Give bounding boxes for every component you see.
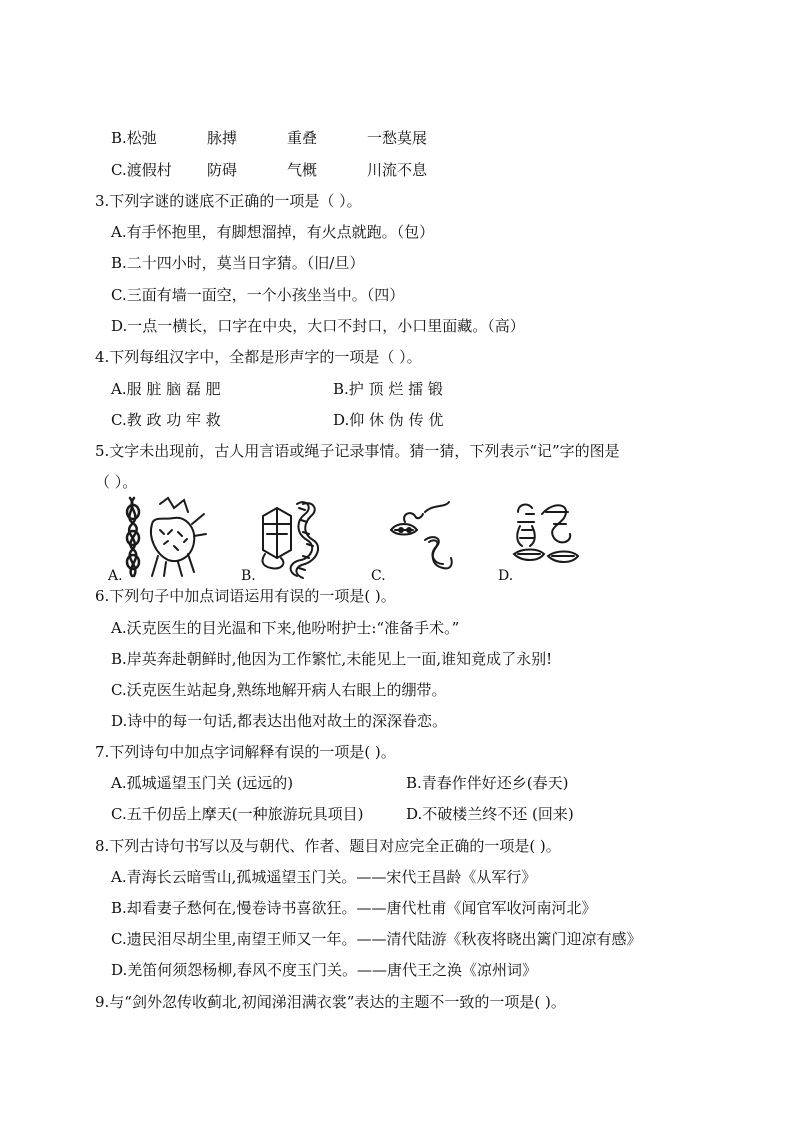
q2-b-2: 脉搏 bbox=[207, 129, 238, 147]
q5-pictographs bbox=[108, 494, 608, 584]
q5-stem-cont: （ ）。 bbox=[95, 473, 138, 491]
q2-b-1: B.松弛 bbox=[111, 129, 157, 147]
mouth-rope-icon bbox=[498, 494, 608, 580]
q3-option-a: A.有手怀抱里，有脚想溜掉，有火点就跑。（包） bbox=[111, 223, 435, 241]
q4-stem: 4.下列每组汉字中，全都是形声字的一项是（ ）。 bbox=[95, 348, 422, 366]
q8-option-d: D.羌笛何须怨杨柳,春风不度玉门关。——唐代王之涣《凉州词》 bbox=[111, 961, 538, 979]
q5-picture-c bbox=[371, 494, 481, 584]
q4-option-d: D.仰 休 伪 传 优 bbox=[333, 411, 444, 429]
q2-c-4: 川流不息 bbox=[367, 161, 428, 179]
q6-stem: 6.下列句子中加点词语运用有误的一项是( )。 bbox=[95, 587, 396, 605]
q5-label-c: C. bbox=[371, 568, 386, 584]
q3-option-b: B.二十四小时，莫当日字猜。（旧/旦） bbox=[111, 254, 365, 272]
q6-option-c: C.沃克医生站起身,熟练地解开病人右眼上的绷带。 bbox=[111, 681, 447, 699]
q5-picture-d bbox=[498, 494, 608, 584]
q3-option-d: D.一点一横长，口字在中央，大口不封口，小口里面藏。（高） bbox=[111, 317, 525, 335]
q6-option-a: A.沃克医生的目光温和下来,他吩咐护士:“准备手术。” bbox=[111, 619, 460, 637]
q2-b-4: 一愁莫展 bbox=[367, 129, 428, 147]
q6-option-d: D.诗中的每一句话,都表达出他对故土的深深眷恋。 bbox=[111, 712, 448, 730]
q5-picture-b bbox=[241, 494, 351, 584]
q4-option-c: C.教 政 功 牢 救 bbox=[111, 411, 221, 429]
q4-option-a: A.服 脏 脑 磊 肥 bbox=[111, 380, 221, 398]
knotted-rope-icon bbox=[108, 494, 218, 580]
q9-stem: 9.与“剑外忽传收蓟北,初闻涕泪满衣裳”表达的主题不一致的一项是( )。 bbox=[95, 993, 566, 1011]
q6-option-b: B.岸英奔赴朝鲜时,他因为工作繁忙,未能见上一面,谁知竟成了永别! bbox=[111, 650, 553, 668]
q2-c-2: 防碍 bbox=[207, 161, 238, 179]
q4-option-b: B.护 顶 烂 擂 锻 bbox=[333, 380, 443, 398]
q5-label-d: D. bbox=[498, 568, 514, 584]
q8-option-a: A.青海长云暗雪山,孤城遥望玉门关。——宋代王昌龄《从军行》 bbox=[111, 868, 537, 886]
q7-stem: 7.下列诗句中加点字词解释有误的一项是( )。 bbox=[95, 743, 396, 761]
q7-option-c: C.五千仞岳上摩天(一种旅游玩具项目) bbox=[111, 805, 364, 823]
q7-option-a: A.孤城遥望玉门关 (远远的) bbox=[111, 774, 294, 792]
q3-stem: 3.下列字谜的谜底不正确的一项是（ ）。 bbox=[95, 192, 362, 210]
q7-option-d: D.不破楼兰终不还 (回来) bbox=[406, 805, 574, 823]
q2-b-3: 重叠 bbox=[287, 129, 318, 147]
q8-stem: 8.下列古诗句书写以及与朝代、作者、题目对应完全正确的一项是( )。 bbox=[95, 837, 561, 855]
q2-c-3: 气概 bbox=[287, 161, 318, 179]
q3-option-c: C.三面有墙一面空，一个小孩坐当中。（四） bbox=[111, 286, 405, 304]
q7-option-b: B.青春作伴好还乡(春天) bbox=[406, 774, 569, 792]
speech-rope-icon bbox=[371, 494, 481, 580]
q8-option-b: B.却看妻子愁何在,慢卷诗书喜欲狂。——唐代杜甫《闻官军收河南河北》 bbox=[111, 899, 597, 917]
q2-c-1: C.渡假村 bbox=[111, 161, 172, 179]
q5-stem: 5.文字未出现前，古人用言语或绳子记录事情。猜一猜，下列表示“记”字的图是 bbox=[95, 442, 620, 460]
q5-label-b: B. bbox=[241, 568, 256, 584]
q8-option-c: C.遗民泪尽胡尘里,南望王师又一年。——清代陆游《秋夜将晓出篱门迎凉有感》 bbox=[111, 930, 642, 948]
q5-label-a: A. bbox=[108, 568, 123, 584]
q5-picture-a bbox=[108, 494, 218, 584]
rope-pictograph-icon bbox=[241, 494, 351, 580]
